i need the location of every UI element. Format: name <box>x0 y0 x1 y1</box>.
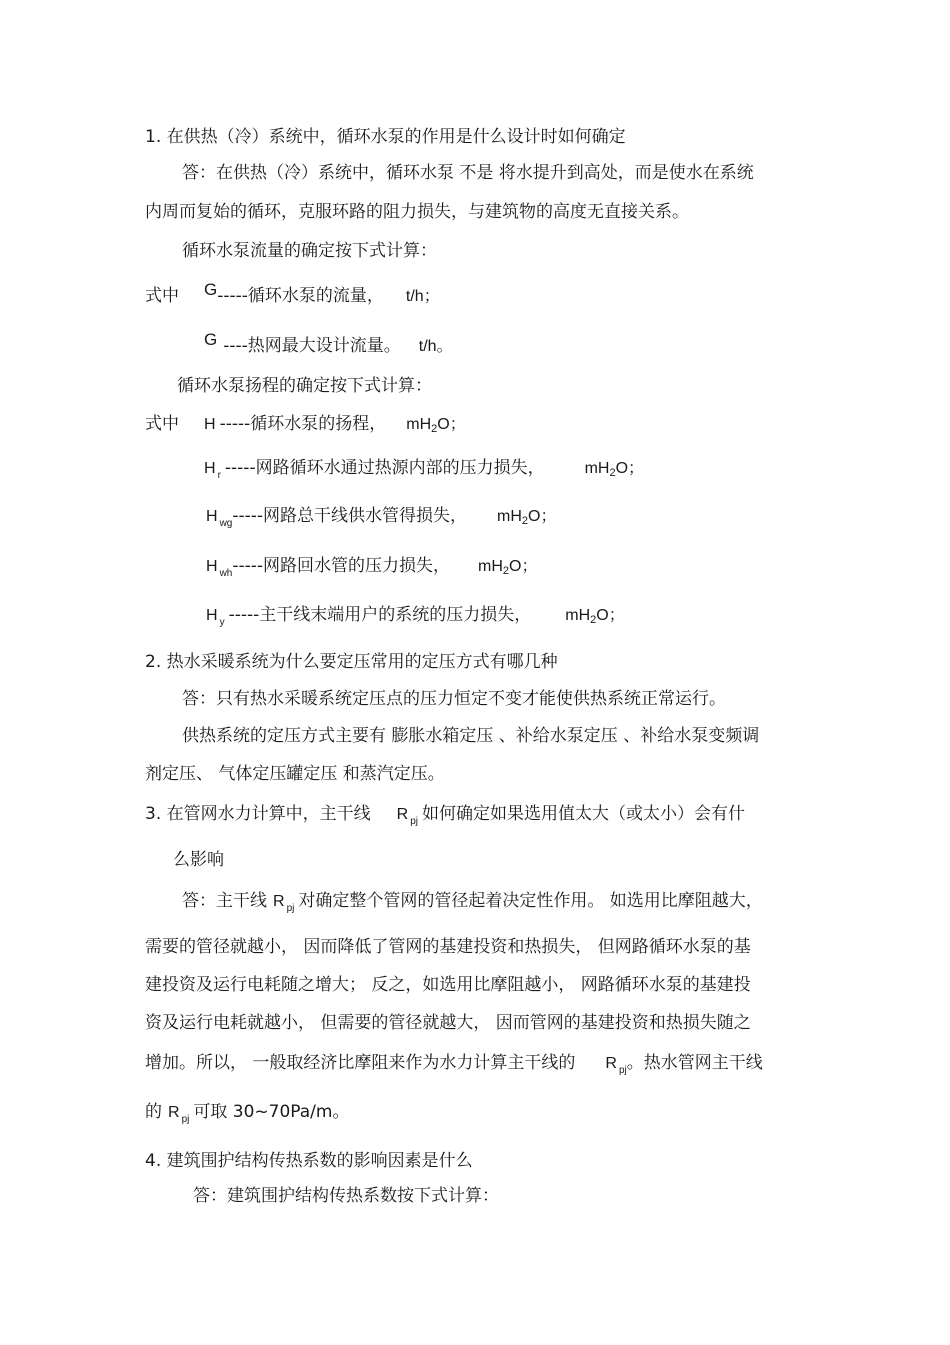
hy-description: -----主干线末端用户的系统的压力损失， <box>228 605 532 625</box>
hr-subscript: r <box>217 470 221 481</box>
hr-description: -----网路循环水通过热源内部的压力损失， <box>224 458 545 478</box>
symbol-r: R <box>605 1055 617 1072</box>
head-description: -----循环水泵的扬程， <box>219 414 387 434</box>
symbol-h: H <box>206 508 218 525</box>
rpj-subscript: pj <box>410 816 418 827</box>
where-label: 式中 <box>145 286 179 306</box>
answer-3-line-6 <box>145 1101 349 1126</box>
answer-3-line-2: 需要的管径就越小， 因而降低了管网的基建投资和热损失， 但网路循环水泵的基 <box>145 937 751 957</box>
answer-3-line-3: 建投资及运行电耗随之增大； 反之，如选用比摩阻越小， 网路循环水泵的基建投 <box>145 975 751 995</box>
symbol-r: R <box>396 806 409 823</box>
rpj-subscript: pj <box>286 903 295 914</box>
answer-3-part-e: 的 <box>145 1102 162 1122</box>
answer-3-part-b: 对确定整个管网的管径起着决定性作用。 如选用比摩阻越大， <box>298 891 763 911</box>
answer-3-part-a: 答：主干线 <box>182 891 267 911</box>
max-flow-unit: t/h。 <box>418 338 453 355</box>
question-3-title-line-2: 么影响 <box>173 850 224 870</box>
symbol-h: H <box>204 460 216 477</box>
hwh-description: -----网路回水管的压力损失， <box>232 556 451 576</box>
answer-2-line-2: 供热系统的定压方式主要有 膨胀水箱定压 、补给水泵定压 、补给水泵变频调 <box>182 726 760 746</box>
symbol-h: H <box>206 607 218 624</box>
answer-3-line-5 <box>145 1052 763 1077</box>
answer-2-line-1: 答：只有热水采暖系统定压点的压力恒定不变才能使供热系统正常运行。 <box>182 689 726 709</box>
symbol-g: G <box>204 330 218 349</box>
symbol-g: G <box>204 280 218 299</box>
symbol-r: R <box>168 1104 180 1121</box>
head-formula-intro: 循环水泵扬程的确定按下式计算： <box>177 376 432 396</box>
answer-2-line-3: 剂定压、 气体定压罐定压 和蒸汽定压。 <box>145 764 445 784</box>
question-4-title: 4. 建筑围护结构传热系数的影响因素是什么 <box>145 1151 473 1171</box>
flow-description: -----循环水泵的流量， <box>217 286 384 306</box>
answer-3-line-4: 资及运行电耗就越小， 但需要的管径就越大， 因而管网的基建投资和热损失随之 <box>145 1013 751 1033</box>
hwg-subscript: wg <box>219 518 233 529</box>
answer-3-part-f: 可取 30~70Pa/m。 <box>193 1102 350 1122</box>
question-2-title: 2. 热水采暖系统为什么要定压常用的定压方式有哪几种 <box>145 652 558 672</box>
flow-unit: t/h； <box>405 288 440 305</box>
answer-1-line-1: 答：在供热（冷）系统中，循环水泵 不是 将水提升到高处，而是使水在系统 <box>182 163 754 183</box>
hwh-subscript: wh <box>219 568 233 579</box>
symbol-h: H <box>204 416 216 433</box>
symbol-h: H <box>206 558 218 575</box>
answer-3-part-d: 。热水管网主干线 <box>626 1053 763 1073</box>
hwg-description: -----网路总干线供水管得损失， <box>232 506 468 526</box>
question-3-title-part-a: 3. 在管网水力计算中，主干线 <box>145 804 371 824</box>
hwh-definition <box>206 555 538 582</box>
flow-definition <box>204 280 440 308</box>
hwh-unit: $mH_2O$； <box>478 558 538 577</box>
where-label-2: 式中 <box>145 414 179 434</box>
rpj-subscript: pj <box>181 1114 190 1125</box>
hy-unit: $mH_2O$； <box>565 607 625 626</box>
rpj-subscript: pj <box>618 1065 627 1076</box>
answer-3-part-c: 增加。所以， 一般取经济比摩阻来作为水力计算主干线的 <box>145 1053 576 1073</box>
head-definition <box>204 413 466 440</box>
answer-4-line-1: 答：建筑围护结构传热系数按下式计算： <box>193 1186 499 1206</box>
symbol-r: R <box>273 893 285 910</box>
question-3-title-line-1 <box>145 803 745 828</box>
max-flow-definition <box>204 330 453 358</box>
question-1-title: 1. 在供热（冷）系统中，循环水泵的作用是什么设计时如何确定 <box>145 127 626 147</box>
hwg-definition <box>206 505 557 532</box>
hy-definition <box>206 604 625 631</box>
answer-1-line-2: 内周而复始的循环，克服环路的阻力损失，与建筑物的高度无直接关系。 <box>145 202 689 222</box>
answer-3-line-1 <box>182 890 763 915</box>
max-flow-description: ----热网最大设计流量。 <box>223 336 401 356</box>
question-3-title-part-b: 如何确定如果选用值太大（或太小）会有什 <box>421 804 745 824</box>
hr-definition <box>204 457 644 484</box>
hr-unit: $mH_2O$； <box>584 460 645 479</box>
flow-formula-intro: 循环水泵流量的确定按下式计算： <box>182 241 437 261</box>
hy-subscript: y <box>219 617 225 628</box>
hwg-unit: $mH_2O$； <box>497 508 557 527</box>
head-unit: $mH_2O$； <box>406 416 466 435</box>
